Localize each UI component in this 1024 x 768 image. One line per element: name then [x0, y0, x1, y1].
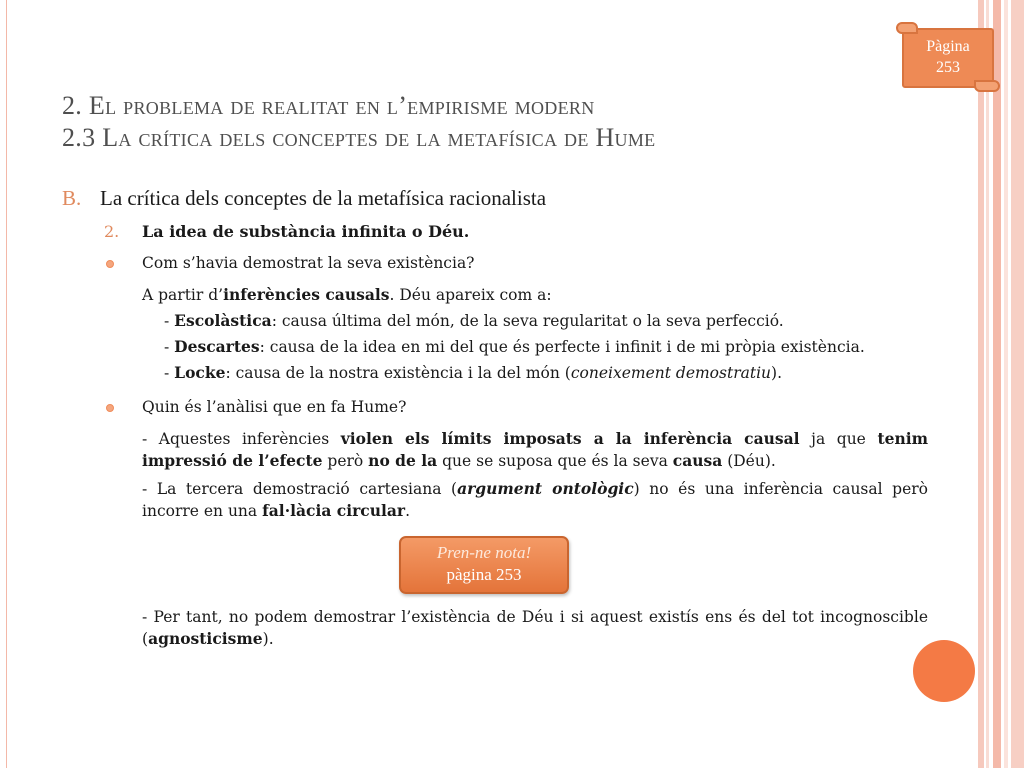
text: ). — [262, 630, 274, 648]
text: però — [322, 452, 369, 470]
subsection-marker: 2. — [104, 222, 120, 241]
list-item-escolastica — [164, 310, 784, 332]
text: - La tercera demostració cartesiana ( — [142, 480, 458, 498]
item-text: : causa de la idea en mi del que és perfecte i infinit i de mi pròpia existència. — [259, 338, 865, 356]
intro-text-end: . Déu apareix com a: — [389, 286, 552, 304]
decor-stripe — [978, 0, 984, 768]
dash: - — [164, 338, 175, 356]
page-number-badge — [892, 22, 1000, 92]
dash: - — [164, 312, 175, 330]
intro-bold: inferències causals — [223, 285, 390, 304]
section-heading-text: La crítica dels conceptes de la metafísica racionalista — [100, 186, 547, 210]
note-button-line-2: pàgina 253 — [446, 565, 522, 584]
item-term: Escolàstica — [174, 311, 272, 330]
decor-circle — [913, 640, 975, 702]
text: - Per tant, no podem demostrar l’existència de Déu i si aquest existís ens és del tot incognoscible ( — [142, 608, 928, 648]
bold-italic-text: argument ontològic — [457, 479, 634, 498]
item-end: ). — [771, 364, 783, 382]
item-term: Locke — [174, 363, 226, 382]
list-item-locke — [164, 362, 782, 384]
list-item-descartes — [164, 336, 865, 358]
question-1: Com s’havia demostrat la seva existència? — [142, 254, 475, 272]
page-number-text — [902, 36, 994, 78]
bold-text: violen els límits imposats a la inferència causal — [340, 429, 800, 448]
subsection-heading — [104, 222, 469, 241]
left-border-rule — [6, 0, 7, 768]
section-heading — [62, 186, 546, 211]
decor-stripe — [1011, 0, 1024, 768]
section-marker: B. — [62, 186, 82, 210]
text: ja que — [799, 430, 878, 448]
title-line-1: 2. El problema de realitat en l’empirisme modern — [62, 91, 595, 120]
text: - Aquestes inferències — [142, 430, 341, 448]
bullet-dot-icon — [106, 404, 114, 412]
intro-text: A partir d’ — [142, 286, 224, 304]
bold-text: no de la — [368, 451, 438, 470]
item-term: Descartes — [174, 337, 260, 356]
take-note-button[interactable] — [399, 536, 569, 594]
subsection-heading-text: La idea de substància infinita o Déu. — [142, 222, 470, 241]
question-1-intro — [142, 284, 552, 306]
text: que se suposa que és la seva — [437, 452, 673, 470]
scroll-curl-top — [896, 22, 918, 34]
item-italic: coneixement demostratiu — [570, 364, 772, 382]
decor-stripe — [993, 0, 1001, 768]
page-label: Pàgina — [926, 38, 970, 55]
decor-stripe — [986, 0, 989, 768]
scroll-curl-bottom — [974, 80, 1000, 92]
bold-text: causa — [672, 451, 723, 470]
text: ) no és una inferència causal però incorre en una — [142, 480, 928, 520]
bold-text: agnosticisme — [148, 629, 263, 648]
bold-text: fal·làcia circular — [262, 501, 406, 520]
paragraph-inferences — [142, 428, 928, 472]
item-text: : causa de la nostra existència i la del món ( — [225, 364, 571, 382]
title-line-2: 2.3 La crítica dels conceptes de la metafísica de Hume — [62, 123, 656, 152]
text: (Déu). — [722, 452, 776, 470]
note-button-line-1: Pren-ne nota! — [436, 543, 532, 562]
bullet-dot-icon — [106, 260, 114, 268]
decor-stripe — [1004, 0, 1008, 768]
slide-title — [62, 90, 942, 154]
paragraph-conclusion — [142, 606, 928, 650]
page-number: 253 — [936, 59, 960, 76]
text: . — [405, 502, 411, 520]
dash: - — [164, 364, 175, 382]
item-text: : causa última del món, de la seva regularitat o la seva perfecció. — [271, 312, 784, 330]
paragraph-ontological — [142, 478, 928, 522]
bold-text: tenim impressió de l’efecte — [142, 429, 929, 470]
question-2: Quin és l’anàlisi que en fa Hume? — [142, 398, 407, 416]
